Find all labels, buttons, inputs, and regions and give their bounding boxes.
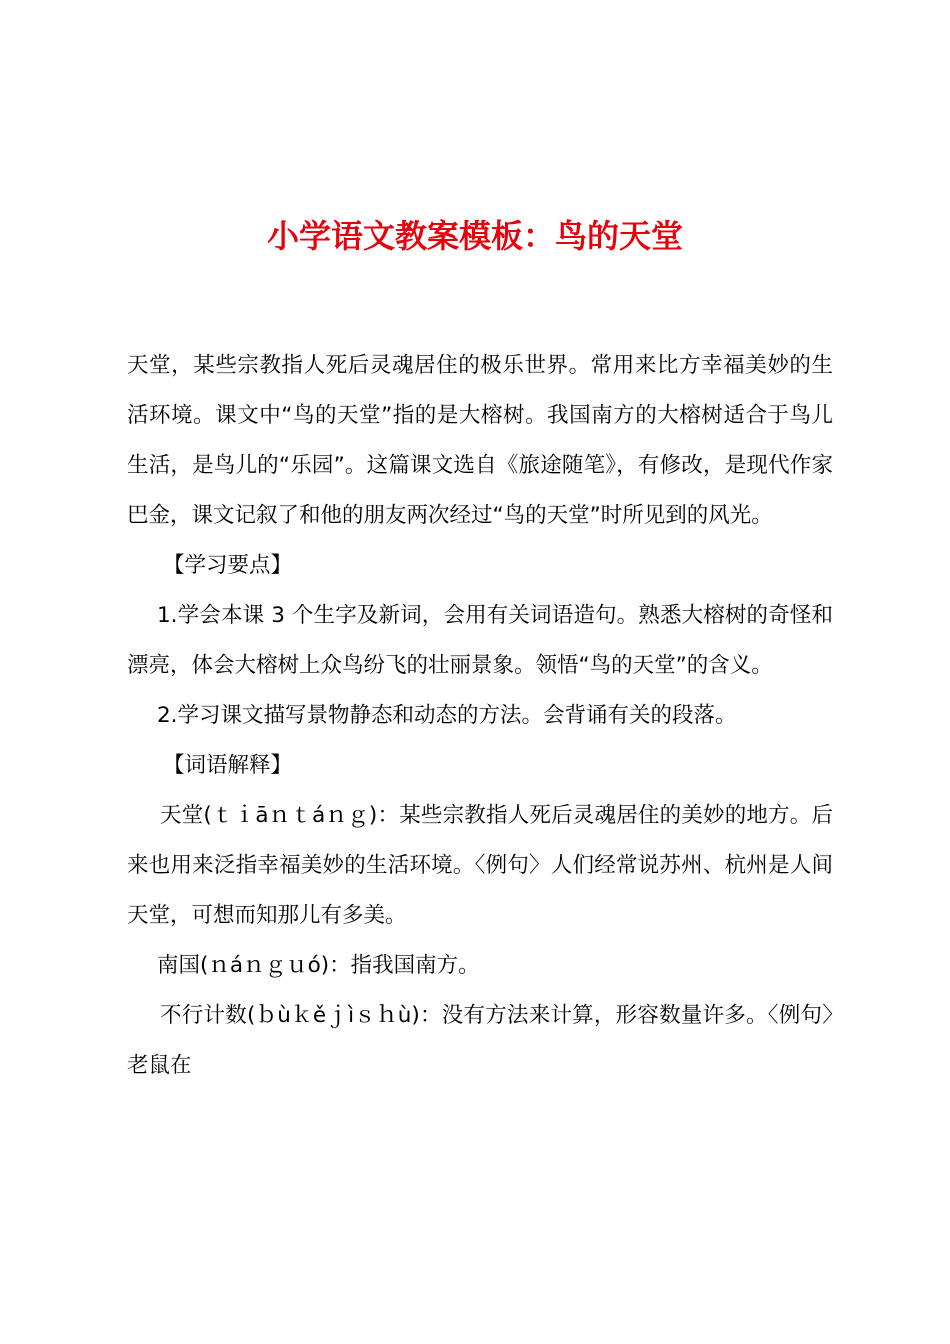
- vocab-entry-tiantang: 天堂(ｔｉāｎｔáｎｇ)：某些宗教指人死后灵魂居住的美妙的地方。后来也用来泛指幸福美妙的生活环境。〈例句〉人们经常说苏州、杭州是人间天堂，可想而知那儿有多美。: [127, 803, 833, 928]
- section-heading-study-points: 【学习要点】: [163, 553, 293, 578]
- intro-paragraph: 天堂，某些宗教指人死后灵魂居住的极乐世界。常用来比方幸福美妙的生活环境。课文中“鸟的天堂”指的是大榕树。我国南方的大榕树适合于鸟儿生活，是鸟儿的“乐园”。这篇课文选自《旅途随笔》，有修改，是现代作家巴金，课文记叙了和他的朋友两次经过“鸟的天堂”时所见到的风光。: [127, 353, 833, 528]
- document-title: 小学语文教案模板：鸟的天堂: [266, 217, 683, 255]
- vocab-entry-buxingjishu: 不行计数(ｂùｋěｊìｓｈù)：没有方法来计算，形容数量许多。〈例句〉老鼠在: [127, 1003, 833, 1078]
- vocab-entry-nanguo: 南国(ｎáｎｇｕó)：指我国南方。: [157, 953, 480, 978]
- section-heading-vocabulary: 【词语解释】: [163, 753, 293, 778]
- study-point-1: 1.学会本课 3 个生字及新词，会用有关词语造句。熟悉大榕树的奇怪和漂亮，体会大榕树上众鸟纷飞的壮丽景象。领悟“鸟的天堂”的含义。: [127, 603, 833, 678]
- study-point-2: 2.学习课文描写景物静态和动态的方法。会背诵有关的段落。: [157, 703, 737, 728]
- document-body: [127, 341, 833, 1091]
